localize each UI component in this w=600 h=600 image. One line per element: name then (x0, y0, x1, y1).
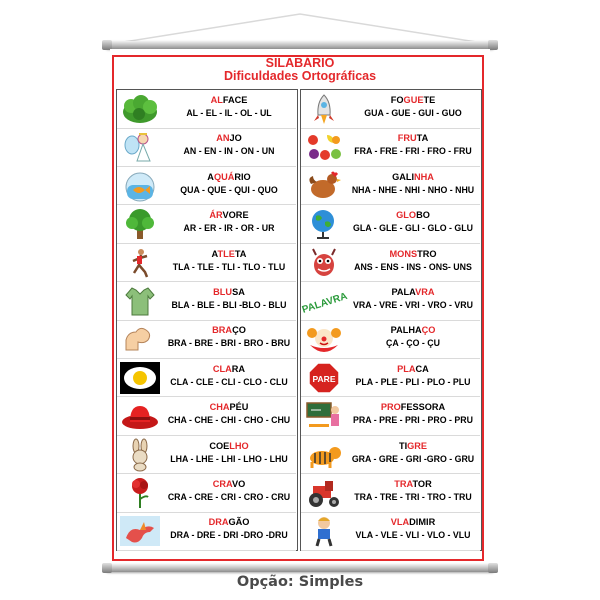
syllable-row (117, 167, 296, 206)
word-suffix: TA (416, 133, 429, 144)
row-text (346, 286, 480, 312)
athlete-icon (120, 247, 160, 279)
row-text (346, 171, 480, 197)
syllable-row (117, 282, 296, 321)
syllable-row (301, 205, 480, 244)
example-word (346, 209, 480, 221)
row-text (346, 363, 480, 389)
example-word (162, 401, 296, 413)
clown-icon (304, 323, 344, 355)
syllable-list: AR - ER - IR - OR - UR (183, 223, 275, 234)
option-label: Opção: Simples (236, 574, 364, 590)
row-text (162, 516, 296, 542)
syllable-list: GLA - GLE - GLI - GLO - GLU (353, 223, 473, 234)
angel-icon (120, 131, 160, 163)
row-text (346, 516, 480, 542)
tiger-icon (304, 439, 344, 471)
word-suffix: DIMIR (409, 517, 436, 528)
monster-icon (304, 247, 344, 279)
word-suffix: ÇO (232, 325, 246, 336)
syllable-list: CLA - CLE - CLI - CLO - CLU (170, 376, 288, 387)
tractor-icon (304, 477, 344, 509)
syllable-list: PLA - PLE - PLI - PLO - PLU (355, 376, 471, 387)
row-text (346, 478, 480, 504)
example-word (346, 324, 480, 336)
word-suffix: FACE (222, 95, 248, 105)
poster-title (110, 57, 490, 83)
aquarium-icon (120, 170, 160, 202)
syllable-list: BLA - BLE - BLI -BLO - BLU (171, 300, 287, 310)
word-highlight: AL (210, 95, 223, 105)
word-suffix: FESSORA (400, 402, 446, 413)
word-prefix: GALI (392, 171, 415, 182)
syllable-row (117, 90, 296, 129)
word-suffix: PÉU (229, 402, 249, 413)
syllable-list: CRA - CRE - CRI - CRO - CRU (167, 492, 291, 502)
word-suffix: TA (234, 248, 247, 259)
syllable-list: VLA - VLE - VLI - VLO - VLU (355, 530, 471, 541)
word-highlight: FRU (397, 133, 417, 144)
example-word (346, 516, 480, 528)
example-word (346, 440, 480, 452)
svg-text:PALAVRA: PALAVRA (300, 290, 349, 316)
word-highlight: VLA (390, 517, 410, 528)
example-word (162, 286, 296, 298)
left-panel (116, 89, 298, 551)
row-text (162, 324, 296, 350)
syllable-list: ANS - ENS - INS - ONS- UNS (354, 261, 472, 272)
row-text (162, 478, 296, 504)
word-prefix: TI (398, 440, 408, 451)
example-word (162, 324, 296, 336)
word-suffix: RIO (234, 171, 251, 182)
example-word (162, 516, 296, 528)
syllable-row (117, 359, 296, 398)
syllable-row (301, 282, 480, 321)
rocket-icon (304, 93, 344, 125)
syllable-row (117, 397, 296, 436)
syllable-row (117, 320, 296, 359)
word-suffix: TRO (417, 248, 437, 259)
example-word (162, 132, 296, 144)
word-suffix: CA (415, 363, 429, 374)
syllable-row (301, 90, 480, 129)
example-word (346, 248, 480, 260)
word-highlight: AN (216, 133, 230, 144)
row-text (346, 324, 480, 350)
syllable-list: LHA - LHE - LHI - LHO - LHU (170, 453, 288, 464)
example-word (162, 363, 296, 375)
word-highlight: BRA (212, 325, 233, 336)
word-suffix: TOR (412, 479, 432, 489)
globe-icon (304, 208, 344, 240)
syllable-row (117, 205, 296, 244)
syllable-row (301, 167, 480, 206)
word-highlight: CLA (212, 363, 232, 374)
syllable-list: NHA - NHE - NHI - NHO - NHU (351, 184, 475, 195)
example-word (162, 94, 296, 106)
word-suffix: JO (229, 133, 242, 144)
title-text: SILABÁRIO (265, 56, 335, 70)
example-word (346, 286, 480, 298)
syllable-list: AL - EL - IL - OL - UL (186, 108, 272, 118)
word-suffix: BO (416, 210, 430, 221)
example-word (162, 440, 296, 452)
word-highlight: BLU (213, 287, 233, 297)
row-text (162, 209, 296, 235)
row-text (346, 209, 480, 235)
word-highlight: QUÁ (213, 171, 235, 182)
syllable-list: PRA - PRE - PRI - PRO - PRU (353, 415, 473, 426)
syllable-list: GUA - GUE - GUI - GUO (364, 108, 462, 118)
word-highlight: ÇO (421, 325, 436, 336)
syllable-row (117, 244, 296, 283)
word-highlight: MONS (389, 248, 418, 259)
example-word (346, 171, 480, 183)
word-highlight: CHA (209, 402, 230, 413)
word-highlight: ÁR (209, 210, 223, 221)
syllable-list: CHA - CHE - CHI - CHO - CHU (167, 415, 291, 426)
syllable-row (301, 436, 480, 475)
word-highlight: LHO (229, 440, 249, 451)
lettuce-icon (120, 93, 160, 125)
svg-text:PARE: PARE (312, 373, 336, 384)
word-highlight: GUE (403, 95, 424, 105)
stop-sign-icon (304, 362, 344, 394)
hen-icon (304, 170, 344, 202)
example-word (346, 363, 480, 375)
row-text (162, 94, 296, 120)
word-highlight: VRA (415, 287, 435, 297)
syllable-list: TRA - TRE - TRI - TRO - TRU (354, 492, 472, 502)
syllable-row (301, 474, 480, 513)
word-prefix: PALHA (390, 325, 422, 336)
row-text (162, 363, 296, 389)
fruits-icon (304, 131, 344, 163)
hat-icon (120, 400, 160, 432)
carnation-icon (120, 477, 160, 509)
syllable-row (301, 320, 480, 359)
tree-icon (120, 208, 160, 240)
row-text (162, 171, 296, 197)
row-text (162, 132, 296, 158)
syllable-list: BRA - BRE - BRI - BRO - BRU (167, 338, 291, 349)
word-suffix: RA (231, 363, 246, 374)
syllable-row (301, 128, 480, 167)
rabbit-icon (120, 439, 160, 471)
subtitle-text: Dificuldades Ortográficas (223, 69, 377, 83)
bottom-hanger-bar (106, 564, 494, 572)
word-highlight: TRA (394, 479, 413, 489)
word-highlight: GLO (396, 210, 417, 221)
example-word (346, 401, 480, 413)
word-suffix: GÃO (228, 517, 250, 528)
syllable-list: VRA - VRE - VRI - VRO - VRU (353, 300, 473, 310)
word-suffix: VORE (222, 210, 249, 221)
row-text (346, 132, 480, 158)
example-word (162, 209, 296, 221)
syllable-list: AN - EN - IN - ON - UN (183, 146, 275, 157)
word-prefix: A (207, 171, 214, 182)
syllable-list: TLA - TLE - TLI - TLO - TLU (172, 261, 286, 272)
example-word (162, 478, 296, 490)
example-word (346, 478, 480, 490)
syllable-row (117, 128, 296, 167)
word-suffix: SA (232, 287, 245, 297)
syllable-list: ÇA - ÇO - ÇU (386, 338, 440, 349)
word-prefix: COE (209, 440, 230, 451)
syllable-row (301, 244, 480, 283)
word-prefix: PALA (391, 287, 416, 297)
teacher-icon (304, 400, 344, 432)
syllable-list: DRA - DRE - DRI -DRO -DRU (170, 530, 288, 541)
syllable-list: GRA - GRE - GRI -GRO - GRU (351, 453, 475, 464)
word-suffix: VO (231, 479, 246, 489)
word-highlight: NHA (414, 171, 434, 182)
right-panel (300, 89, 482, 551)
word-prefix: FO (390, 95, 404, 105)
syllable-list: QUA - QUE - QUI - QUO (180, 184, 278, 195)
row-text (346, 94, 480, 120)
word-highlight: DRA (208, 517, 229, 528)
example-word (162, 248, 296, 260)
syllable-row (117, 436, 296, 475)
word-icon (300, 285, 349, 317)
row-text (162, 440, 296, 466)
row-text (162, 248, 296, 274)
dragon-icon (120, 515, 160, 547)
syllable-list: FRA - FRE - FRI - FRO - FRU (354, 146, 472, 157)
syllable-row (301, 512, 480, 551)
row-text (162, 401, 296, 427)
word-highlight: PRO (380, 402, 401, 413)
egg-icon (120, 362, 160, 394)
blouse-icon (120, 285, 160, 317)
row-text (162, 286, 296, 312)
syllable-row (301, 397, 480, 436)
example-word (162, 171, 296, 183)
word-prefix: A (211, 248, 218, 259)
word-highlight: TLE (217, 248, 235, 259)
word-highlight: GRE (407, 440, 428, 451)
row-text (346, 248, 480, 274)
arm-icon (120, 323, 160, 355)
example-word (346, 94, 480, 106)
syllable-row (117, 512, 296, 551)
boy-icon (304, 515, 344, 547)
top-hanger-bar (106, 41, 494, 49)
syllable-row (301, 359, 480, 398)
example-word (346, 132, 480, 144)
poster (110, 49, 490, 564)
syllable-row (117, 474, 296, 513)
row-text (346, 440, 480, 466)
word-suffix: TE (423, 95, 436, 105)
word-highlight: CRA (212, 479, 232, 489)
word-highlight: PLA (397, 363, 416, 374)
row-text (346, 401, 480, 427)
